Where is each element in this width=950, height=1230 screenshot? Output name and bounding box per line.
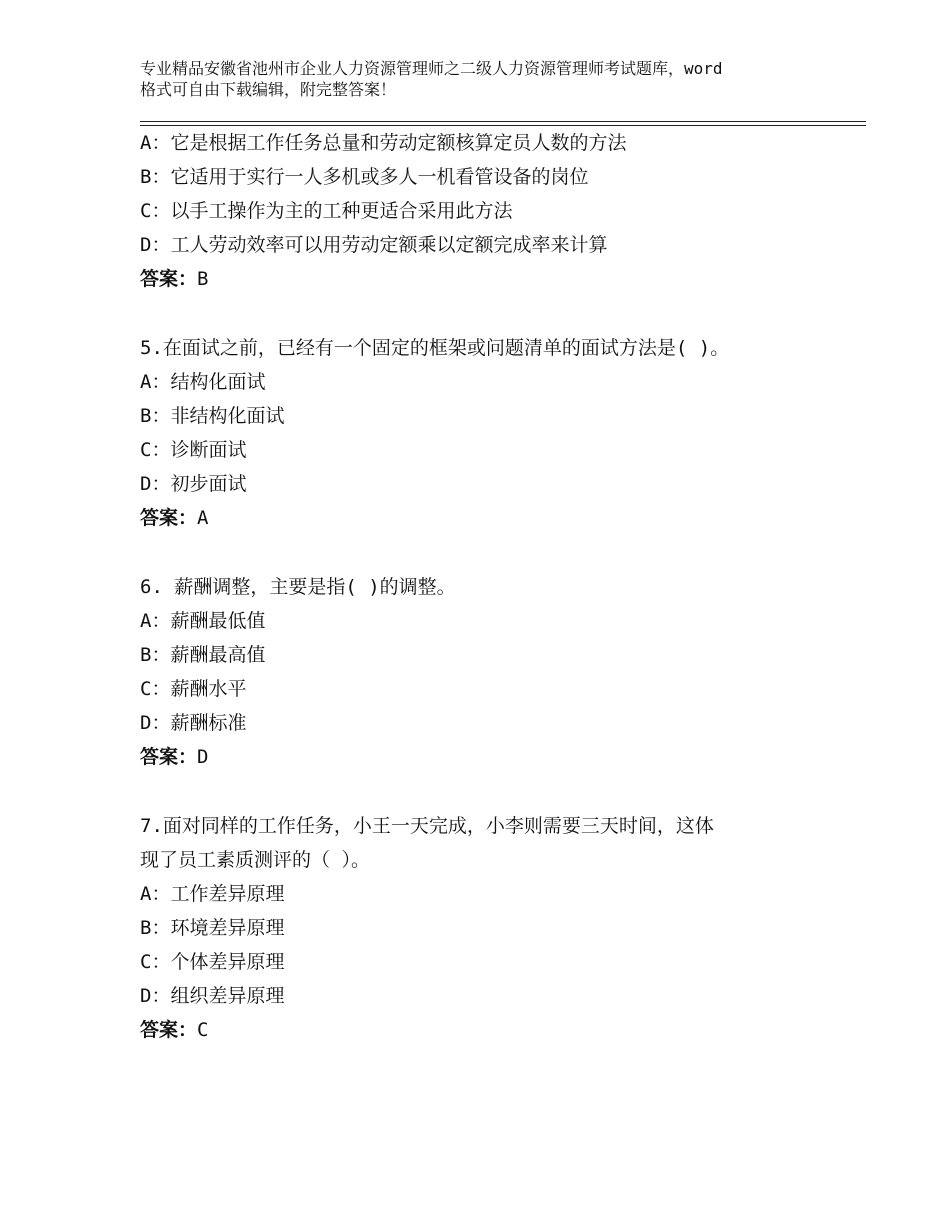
option-a: A：它是根据工作任务总量和劳动定额核算定员人数的方法 — [140, 132, 627, 154]
answer-label: 答案： — [140, 507, 198, 529]
answer-value: D — [197, 746, 209, 768]
answer-line — [140, 501, 840, 535]
question-4 — [140, 126, 840, 296]
question-text-line-1: 7.面对同样的工作任务，小王一天完成，小李则需要三天时间，这体 — [140, 815, 714, 837]
answer-line — [140, 740, 840, 774]
option-c: C：个体差异原理 — [140, 951, 285, 973]
option-d: D：初步面试 — [140, 473, 247, 495]
question-5 — [140, 331, 840, 535]
option-c: C：以手工操作为主的工种更适合采用此方法 — [140, 200, 513, 222]
question-7 — [140, 809, 840, 1047]
question-text: 6. 薪酬调整，主要是指( )的调整。 — [140, 576, 456, 598]
option-d: D：组织差异原理 — [140, 985, 285, 1007]
option-d: D：工人劳动效率可以用劳动定额乘以定额完成率来计算 — [140, 234, 608, 256]
question-list — [140, 126, 840, 1047]
option-a: A：工作差异原理 — [140, 883, 285, 905]
answer-value: A — [197, 507, 209, 529]
answer-value: C — [197, 1019, 209, 1041]
header-title-line-2: 格式可自由下载编辑，附完整答案！ — [140, 80, 397, 99]
answer-value: B — [197, 268, 209, 290]
option-c: C：诊断面试 — [140, 439, 247, 461]
document-header — [140, 58, 840, 100]
option-b: B：薪酬最高值 — [140, 644, 266, 666]
option-b: B：它适用于实行一人多机或多人一机看管设备的岗位 — [140, 166, 589, 188]
answer-line — [140, 1013, 840, 1047]
answer-label: 答案： — [140, 746, 198, 768]
option-b: B：非结构化面试 — [140, 405, 285, 427]
question-text-line-2: 现了员工素质测评的（ ）。 — [140, 849, 370, 871]
spacer — [140, 774, 840, 809]
option-d: D：薪酬标准 — [140, 712, 247, 734]
spacer — [140, 296, 840, 331]
option-a: A：结构化面试 — [140, 371, 266, 393]
answer-line — [140, 262, 840, 296]
spacer — [140, 535, 840, 570]
option-b: B：环境差异原理 — [140, 917, 285, 939]
option-c: C：薪酬水平 — [140, 678, 247, 700]
header-divider-top — [140, 121, 866, 122]
answer-label: 答案： — [140, 268, 198, 290]
question-6 — [140, 570, 840, 774]
question-text: 5.在面试之前，已经有一个固定的框架或问题清单的面试方法是( )。 — [140, 337, 730, 359]
header-title-line-1: 专业精品安徽省池州市企业人力资源管理师之二级人力资源管理师考试题库，word — [140, 59, 723, 78]
answer-label: 答案： — [140, 1019, 198, 1041]
option-a: A：薪酬最低值 — [140, 610, 266, 632]
